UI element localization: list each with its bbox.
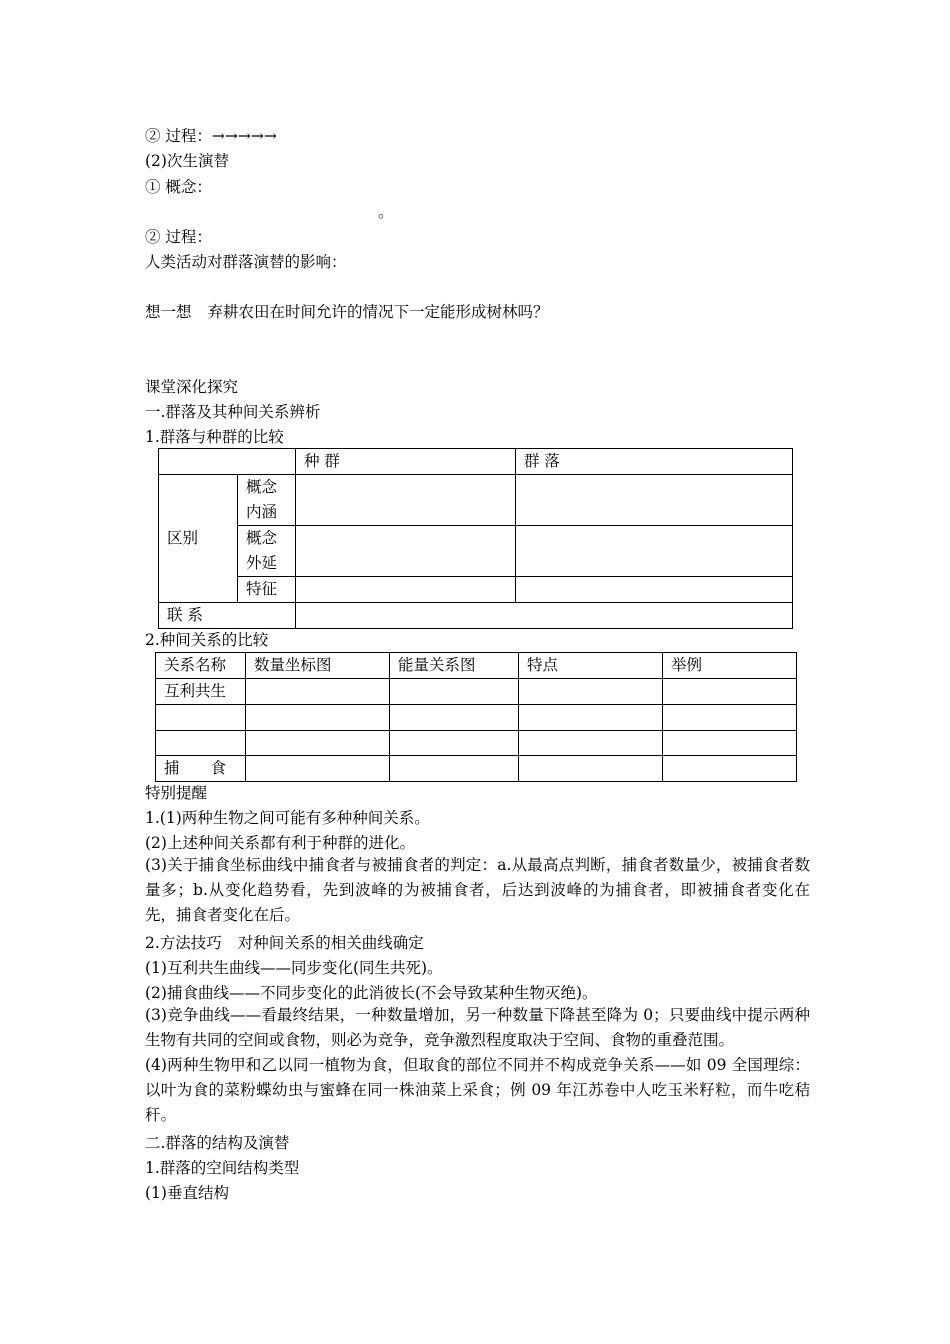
- section-one-sub-heading: 1.群落与种群的比较: [145, 428, 284, 446]
- table2-header: 特点: [519, 653, 663, 679]
- table1-row-feature: 特征: [238, 577, 296, 603]
- table2-cell: [390, 679, 519, 705]
- table1-header-population: 种 群: [296, 449, 516, 475]
- vertical-structure-heading: (1)垂直结构: [145, 1184, 229, 1202]
- note-1: 1.(1)两种生物之间可能有多种种间关系。: [145, 809, 430, 827]
- table2-cell: [246, 679, 390, 705]
- table2-cell: [390, 756, 519, 782]
- table2-cell: [663, 756, 797, 782]
- notes-title: 特别提醒: [145, 784, 208, 802]
- table2-header: 能量关系图: [390, 653, 519, 679]
- secondary-succession-heading: (2)次生演替: [145, 152, 229, 170]
- section-title: 课堂深化探究: [145, 378, 239, 396]
- method-text: 对种间关系的相关曲线确定: [237, 934, 424, 952]
- table1-row-difference: 区别: [159, 475, 238, 603]
- table2-cell: [156, 705, 246, 731]
- process-line-2: ② 过程：: [145, 228, 212, 246]
- interspecific-relation-table: [155, 652, 797, 782]
- period-mark: 。: [378, 203, 394, 221]
- concept-line: ① 概念：: [145, 178, 212, 196]
- think-text: 弃耕农田在时间允许的情况下一定能形成树林吗？: [207, 303, 549, 321]
- think-question: [145, 302, 549, 322]
- table2-cell: [390, 705, 519, 731]
- table2-cell: [663, 679, 797, 705]
- think-label: 想一想: [145, 303, 192, 321]
- table1-cell: [296, 475, 516, 526]
- process-line-1: ② 过程：→→→→→: [145, 127, 277, 145]
- table2-cell: [663, 731, 797, 756]
- method-4: (4)两种生物甲和乙以同一植物为食，但取食的部位不同并不构成竞争关系——如 09 全国理综：以叶为食的菜粉蝶幼虫与蜜蜂在同一株油菜上采食；例 09 年江苏卷中人吃玉米籽粒，而牛吃秸秆。: [145, 1056, 810, 1124]
- table2-cell: [246, 731, 390, 756]
- table2-cell: [519, 756, 663, 782]
- population-community-table: [158, 448, 793, 629]
- table1-row-relation: 联 系: [159, 603, 296, 629]
- table1-cell: [516, 526, 793, 577]
- table1-header-community: 群 落: [516, 449, 793, 475]
- table2-row-predation: 捕 食: [156, 756, 246, 782]
- section-one-heading: 一.群落及其种间关系辨析: [145, 403, 321, 421]
- table2-cell: [246, 705, 390, 731]
- section-two-sub-heading: 2.种间关系的比较: [145, 631, 269, 649]
- table2-row-mutualism: 互利共生: [156, 679, 246, 705]
- table1-corner-cell: [159, 449, 296, 475]
- table2-cell: [663, 705, 797, 731]
- table1-row-concept-extension: 概念 外延: [238, 526, 296, 577]
- method-label: 2.方法技巧: [145, 934, 222, 952]
- method-3: (3)竞争曲线——看最终结果，一种数量增加，另一种数量下降甚至降为 0；只要曲线中提示两种生物有共同的空间或食物，则必为竞争，竞争激烈程度取决于空间、食物的重叠范围。: [145, 1006, 810, 1049]
- table1-cell: [296, 577, 516, 603]
- table2-cell: [519, 679, 663, 705]
- section-two-heading: 二.群落的结构及演替: [145, 1134, 290, 1152]
- structure-types-heading: 1.群落的空间结构类型: [145, 1159, 300, 1177]
- table2-cell: [519, 731, 663, 756]
- table2-header: 举例: [663, 653, 797, 679]
- table2-cell: [390, 731, 519, 756]
- method-heading: [145, 933, 424, 953]
- table1-cell: [296, 603, 793, 629]
- table2-header: 关系名称: [156, 653, 246, 679]
- note-2: (2)上述种间关系都有利于种群的进化。: [145, 834, 415, 852]
- table2-cell: [246, 756, 390, 782]
- method-1: (1)互利共生曲线——同步变化(同生共死)。: [145, 959, 443, 977]
- note-3: (3)关于捕食坐标曲线中捕食者与被捕食者的判定：a.从最高点判断，捕食者数量少，被捕食者数量多；b.从变化趋势看，先到波峰的为被捕食者，后达到波峰的为捕食者，即被捕食者变化在先，捕食者变化在后。: [145, 856, 810, 924]
- table2-header: 数量坐标图: [246, 653, 390, 679]
- human-impact-line: 人类活动对群落演替的影响：: [145, 253, 347, 271]
- table1-cell: [516, 577, 793, 603]
- table2-cell: [519, 705, 663, 731]
- table1-cell: [296, 526, 516, 577]
- table2-cell: [156, 731, 246, 756]
- table1-cell: [516, 475, 793, 526]
- method-2: (2)捕食曲线——不同步变化的此消彼长(不会导致某种生物灭绝)。: [145, 984, 598, 1002]
- table1-row-concept-intension: 概念 内涵: [238, 475, 296, 526]
